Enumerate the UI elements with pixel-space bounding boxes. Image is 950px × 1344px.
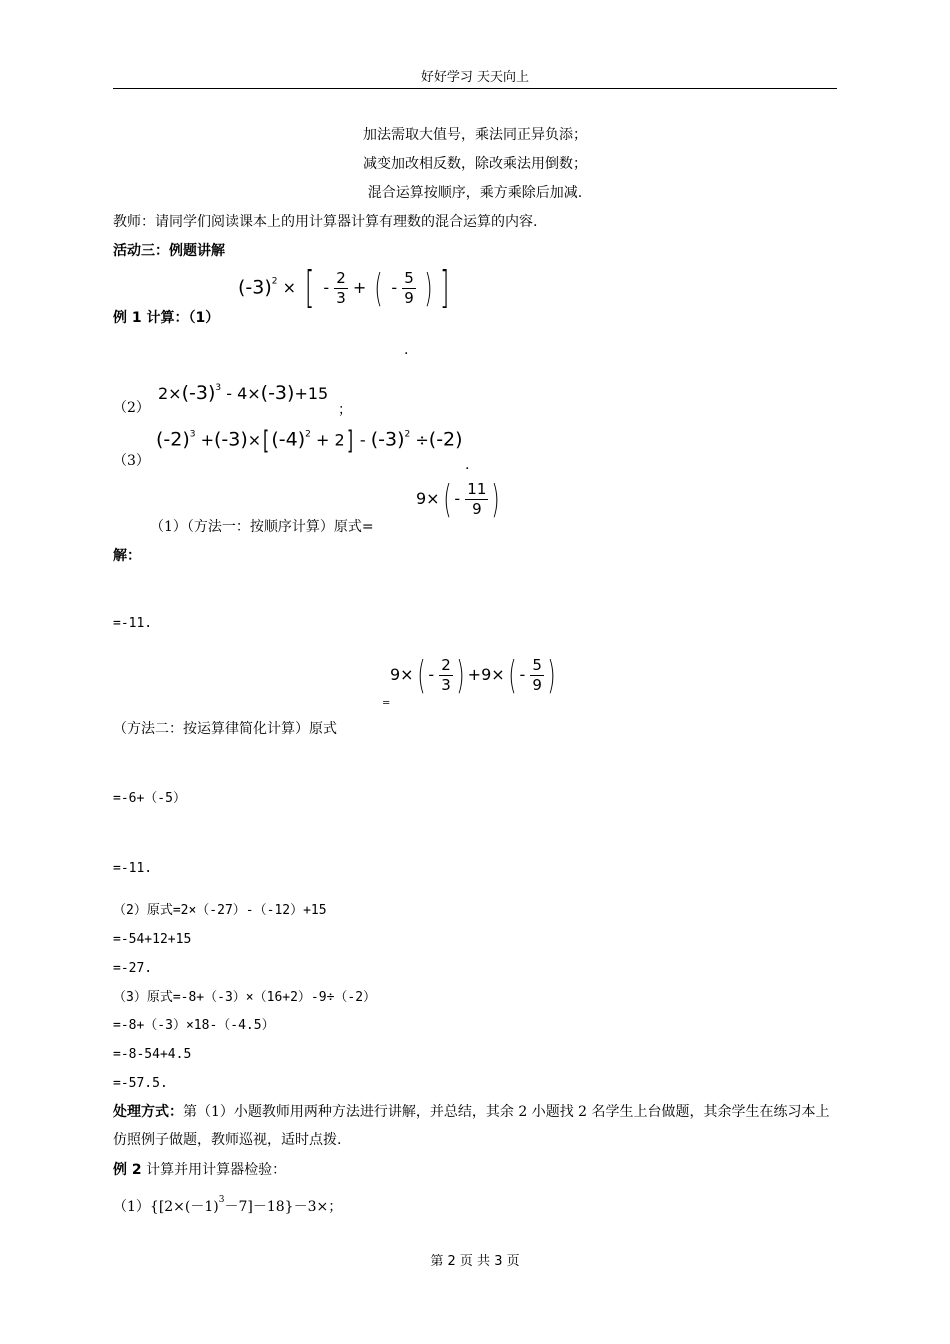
m1f-lparen: (	[442, 477, 452, 521]
formula1-exp: 2	[271, 276, 278, 287]
m1f-rparen: )	[491, 477, 500, 521]
activity-title: 活动三：例题讲解	[113, 243, 225, 259]
m2f-lparen1: (	[416, 653, 426, 697]
formula1-frac1-den: 3	[336, 288, 346, 307]
m2f-minus2: -	[519, 665, 526, 684]
m1f-frac	[465, 479, 488, 518]
m2f-frac2	[530, 655, 544, 694]
formula2-e: +15	[294, 384, 329, 403]
part2-line-3: =-27.	[113, 961, 153, 976]
example1-label	[113, 308, 219, 328]
example2-item1-a: （1）{[2×(－1)	[113, 1199, 219, 1215]
formula3-j: (-2)	[428, 428, 463, 451]
m2f-frac2-den: 9	[532, 675, 542, 694]
part2-line-2: =-54+12+15	[113, 932, 192, 947]
rhyme-line-3: 混合运算按顺序，乘方乘除后加减.	[367, 185, 583, 201]
m1f-a: 9×	[416, 489, 440, 508]
method2-formula	[390, 653, 559, 697]
formula1-rparen: )	[424, 266, 433, 310]
m2f-b: +9×	[467, 665, 505, 684]
formula3-i: ÷	[415, 430, 429, 450]
result-3: =-11.	[113, 861, 153, 876]
page-header: 好好学习 天天向上	[420, 70, 530, 85]
formula1-base: (-3)	[238, 276, 272, 299]
m2f-rparen1: )	[456, 653, 465, 697]
formula3-g: -	[359, 430, 366, 450]
formula3-e: (-4)	[271, 428, 306, 451]
solution-label: 解：	[113, 548, 141, 564]
formula1-frac2-num: 5	[404, 268, 414, 287]
formula3-b: +	[200, 430, 215, 450]
formula1-lparen: (	[374, 266, 383, 310]
formula3-period: .	[465, 457, 470, 473]
rhyme-line-1: 加法需取大值号，乘法同正异负添；	[363, 127, 587, 143]
formula1-frac1	[334, 268, 348, 307]
header-rule	[113, 88, 837, 89]
example2-item1-exp: 3	[218, 1195, 225, 1205]
formula2-b: (-3)	[181, 382, 216, 404]
part3-line-1: （3）原式=-8+（-3）×（16+2）-9÷（-2）	[113, 990, 377, 1005]
example1-formula-2	[158, 384, 328, 403]
formula3-rbracket: ]	[346, 426, 353, 456]
example2-item1-b: －7]－18}－3×；	[224, 1199, 343, 1215]
small-equals: =	[382, 698, 391, 709]
formula3-exp3: 2	[404, 429, 411, 440]
formula3-d: ×	[247, 430, 262, 450]
m1f-frac-num: 11	[467, 479, 487, 498]
rhyme-line-2: 减变加改相反数，除改乘法用倒数；	[363, 156, 587, 172]
formula1-frac1-num: 2	[336, 268, 346, 287]
formula3-exp1: 3	[189, 429, 196, 440]
m2f-a: 9×	[390, 665, 414, 684]
m2f-minus1: -	[428, 665, 435, 684]
result-2: =-6+（-5）	[113, 791, 186, 806]
method2-text: （方法二：按运算律简化计算）原式	[113, 721, 337, 737]
formula2-exp: 3	[215, 383, 222, 393]
formula3-lbracket: [	[263, 426, 270, 456]
part3-line-3: =-8-54+4.5	[113, 1047, 192, 1062]
example2-label: 例 2	[113, 1162, 142, 1178]
example2-text: 计算并用计算器检验：	[141, 1162, 287, 1178]
formula1-times: ×	[282, 278, 297, 297]
m1f-frac-den: 9	[472, 499, 482, 518]
result-1: =-11.	[113, 616, 153, 631]
m2f-frac2-num: 5	[532, 655, 542, 674]
m2f-rparen2: )	[547, 653, 556, 697]
example1-formula-1	[238, 262, 453, 313]
formula1-minus2: -	[391, 278, 398, 297]
formula1-frac2-den: 9	[404, 288, 414, 307]
example1-item3-label: （3）	[113, 453, 150, 469]
formula1-frac2	[402, 268, 416, 307]
formula1-lbracket: [	[304, 262, 315, 313]
part3-line-4: =-57.5.	[113, 1076, 168, 1091]
page-footer: 第 2 页 共 3 页	[430, 1254, 520, 1269]
formula3-f: + 2	[315, 430, 345, 450]
m2f-lparen2: (	[508, 653, 517, 697]
teacher-line: 教师：请同学们阅读课本上的用计算器计算有理数的混合运算的内容.	[113, 214, 538, 230]
method1-formula	[416, 477, 503, 521]
example1-item2-label: （2）	[113, 400, 150, 416]
formula2-a: 2×	[158, 384, 182, 403]
formula3-h: (-3)	[370, 428, 405, 451]
processing-paragraph	[113, 1098, 837, 1154]
formula3-exp2: 2	[305, 429, 311, 440]
example1-formula-3	[156, 428, 463, 454]
formula2-semicolon: ；	[338, 402, 352, 418]
formula1-minus1: -	[323, 278, 330, 297]
formula2-d: (-3)	[260, 382, 295, 404]
formula2-c: - 4×	[226, 384, 261, 403]
part2-line-1: （2）原式=2×（-27）-（-12）+15	[113, 903, 327, 918]
part3-line-2: =-8+（-3）×18-（-4.5）	[113, 1018, 275, 1033]
formula3-c: (-3)	[214, 428, 248, 451]
processing-label: 处理方式：	[113, 1104, 183, 1120]
formula1-plus: +	[352, 278, 367, 297]
example2-item1	[113, 1190, 342, 1217]
example2-line	[113, 1160, 286, 1180]
m2f-frac1-den: 3	[441, 675, 451, 694]
method1-text: （1）（方法一：按顺序计算）原式=	[150, 519, 374, 535]
formula3-a: (-2)	[156, 428, 190, 451]
m1f-minus: -	[454, 489, 461, 508]
formula1-period: .	[404, 342, 409, 358]
example1-label-text: 例 1 计算：（1）	[113, 310, 220, 326]
processing-text: 第（1）小题教师用两种方法进行讲解，并总结，其余 2 小题找 2 名学生上台做题，其余学生在练习本上仿照例子做题，教师巡视，适时点拨.	[113, 1104, 830, 1148]
m2f-frac1	[439, 655, 453, 694]
formula1-rbracket: ]	[439, 262, 449, 313]
m2f-frac1-num: 2	[441, 655, 451, 674]
